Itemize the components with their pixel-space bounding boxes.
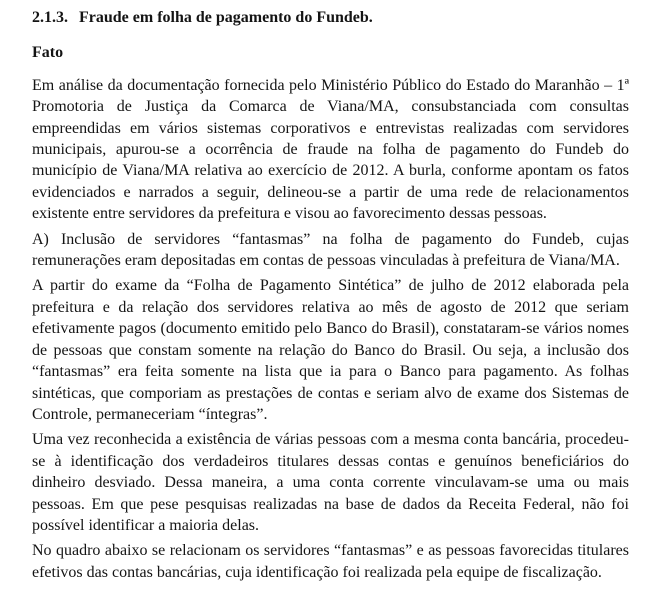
paragraph-payroll-exam: A partir do exame da “Folha de Pagamento Sintética” de julho de 2012 elaborada pela prefeitura e da relação dos servidores relativa ao mês de agosto de 2012 que seriam efetivamente pagos (documento emitido pelo Banco do Brasil), constataram-se vários nomes de pessoas que constam somente na relação do Banco do Brasil. Ou seja, a inclusão dos “fantasmas” era feita somente na lista que ia para o Banco para pagamento. As folhas sintéticas, que comporiam as prestações de contas e seriam alvo de exame dos Sistemas de Controle, permaneceriam “íntegras”. (32, 277, 629, 423)
section-number: 2.1.3. (32, 9, 68, 26)
section-title: Fraude em folha de pagamento do Fundeb. (79, 9, 373, 26)
paragraph-account-holders: Uma vez reconhecida a existência de várias pessoas com a mesma conta bancária, procedeu-se à identificação dos verdadeiros titulares dessas contas e genuínos beneficiários do dinheiro desviado. Dessa maneira, a uma conta corrente vinculavam-se uma ou mais pessoas. Em que pese pesquisas realizadas na base de dados da Receita Federal, não foi possível identificar a maioria delas. (32, 431, 629, 534)
paragraph-fact-summary: Em análise da documentação fornecida pelo Ministério Público do Estado do Maranhão – 1ª Promotoria de Justiça da Comarca de Viana/MA, consubstanciada com consultas empreendidas em vários sistemas corporativos e entrevistas realizadas com servidores municipais, apurou-se a ocorrência de fraude na folha de pagamento do Fundeb do município de Viana/MA relativa ao exercício de 2012. A burla, conforme apontam os fatos evidenciados e narrados a seguir, delineou-se a partir de uma rede de relacionamentos existente entre servidores da prefeitura e visou ao favorecimento dessas pessoas. (32, 76, 629, 223)
paragraph-item-a: A) Inclusão de servidores “fantasmas” na folha de pagamento do Fundeb, cujas remunerações eram depositadas em contas de pessoas vinculadas à prefeitura de Viana/MA. (32, 230, 629, 270)
fato-subheading: Fato (32, 44, 64, 62)
section-heading (32, 7, 629, 28)
paragraph-table-intro: No quadro abaixo se relacionam os servidores “fantasmas” e as pessoas favorecidas titulares efetivos das contas bancárias, cuja identificação foi realizada pela equipe de fiscalização. (32, 542, 629, 581)
